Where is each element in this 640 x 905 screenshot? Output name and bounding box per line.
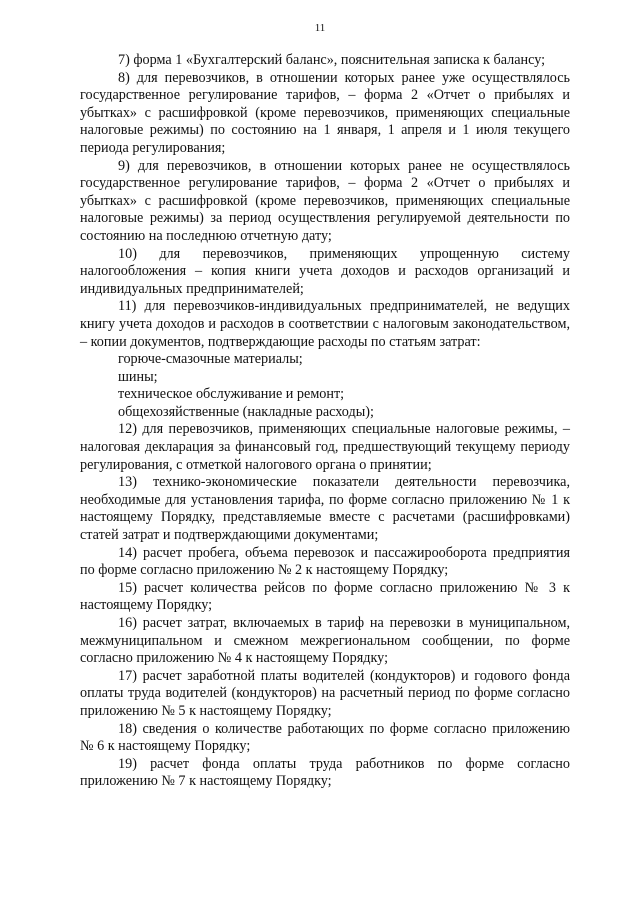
paragraph-item-14: 14) расчет пробега, объема перевозок и пассажирооборота предприятия по форме согласно приложению № 2 к настоящему Порядку; bbox=[80, 544, 570, 579]
paragraph-item-16: 16) расчет затрат, включаемых в тариф на перевозки в муниципальном, межмуниципальном и смежном межрегиональном сообщении, по форме согласно приложению № 4 к настоящему Порядку; bbox=[80, 615, 570, 667]
expense-list-item: горюче-смазочные материалы; bbox=[118, 351, 303, 368]
paragraph-item-10: 10) для перевозчиков, применяющих упрощенную систему налогообложения – копия книги учета доходов и расходов организаций и индивидуальных предпринимателей; bbox=[80, 245, 570, 297]
paragraph-item-9: 9) для перевозчиков, в отношении которых ранее не осуществлялось государственное регулирование тарифов, – форма 2 «Отчет о прибылях и убытках» с расшифровкой (кроме перевозчиков, применяющих специальные налоговые режимы) за период осуществления регулируемой деятельности по состоянию на последнюю отчетную дату; bbox=[80, 157, 570, 244]
page-number: 11 bbox=[314, 22, 326, 34]
paragraph-item-15: 15) расчет количества рейсов по форме согласно приложению № 3 к настоящему Порядку; bbox=[80, 579, 570, 614]
expense-list-item: техническое обслуживание и ремонт; bbox=[118, 386, 345, 403]
document-body bbox=[80, 52, 570, 791]
paragraph-item-12: 12) для перевозчиков, применяющих специальные налоговые режимы, – налоговая декларация за финансовый год, предшествующий текущему периоду регулирования, с отметкой налогового органа о принятии; bbox=[80, 421, 570, 473]
paragraph-item-17: 17) расчет заработной платы водителей (кондукторов) и годового фонда оплаты труда водителей (кондукторов) на расчетный период по форме согласно приложению № 5 к настоящему Порядку; bbox=[80, 667, 570, 719]
paragraph-item-18: 18) сведения о количестве работающих по форме согласно приложению № 6 к настоящему Порядку; bbox=[80, 720, 570, 755]
paragraph-item-8: 8) для перевозчиков, в отношении которых ранее уже осуществлялось государственное регулирование тарифов, – форма 2 «Отчет о прибылях и убытках» с расшифровкой (кроме перевозчиков, применяющих специальные налоговые режимы) по состоянию на 1 января, 1 апреля и 1 июля текущего периода регулирования; bbox=[80, 69, 570, 156]
expense-list-item: шины; bbox=[118, 368, 158, 385]
expense-list-item: общехозяйственные (накладные расходы); bbox=[118, 403, 374, 420]
paragraph-item-11: 11) для перевозчиков-индивидуальных предпринимателей, не ведущих книгу учета доходов и расходов в соответствии с налоговым законодательством, – копии документов, подтверждающие расходы по статьям затрат: bbox=[80, 298, 570, 350]
paragraph-item-7: 7) форма 1 «Бухгалтерский баланс», пояснительная записка к балансу; bbox=[118, 52, 546, 68]
paragraph-item-19: 19) расчет фонда оплаты труда работников по форме согласно приложению № 7 к настоящему Порядку; bbox=[80, 755, 570, 790]
paragraph-item-13: 13) технико-экономические показатели деятельности перевозчика, необходимые для установления тарифа, по форме согласно приложению № 1 к настоящему Порядку, представляемые вместе с расчетами (расшифровками) статей затрат и подтверждающими документами; bbox=[80, 474, 570, 544]
